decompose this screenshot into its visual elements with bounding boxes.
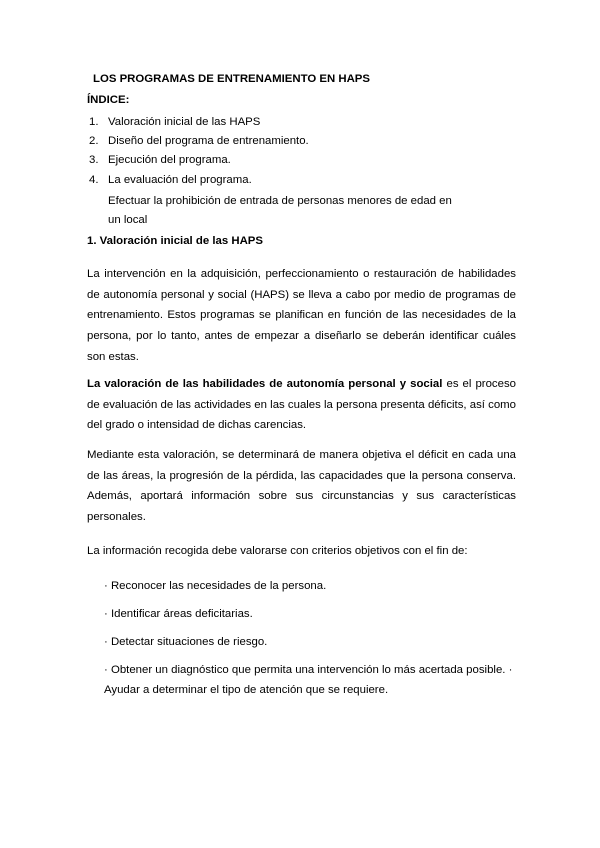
index-note-line: Efectuar la prohibición de entrada de personas menores de edad en [108, 195, 452, 207]
index-text: Valoración inicial de las HAPS [108, 116, 261, 128]
index-number: 3. [89, 154, 99, 166]
list-item: · Identificar áreas deficitarias. [104, 608, 253, 620]
list-item: · Obtener un diagnóstico que permita una intervención lo más acertada posible. · [104, 664, 513, 676]
paragraph: La información recogida debe valorarse con criterios objetivos con el fin de: [87, 545, 468, 557]
paragraph [87, 374, 516, 436]
index-number: 1. [89, 116, 99, 128]
index-text: Ejecución del programa. [108, 154, 231, 166]
index-heading: ÍNDICE: [87, 94, 130, 106]
bold-phrase: La valoración de las habilidades de autonomía personal y social [87, 378, 443, 390]
paragraph: La intervención en la adquisición, perfeccionamiento o restauración de habilidades de autonomía personal y social (HAPS) se lleva a cabo por medio de programas de entrenamiento. Estos programas se planifican en función de las necesidades de la persona, por lo tanto, antes de empezar a diseñarlo se deberán identificar cuáles son estas. [87, 268, 516, 363]
document-title: LOS PROGRAMAS DE ENTRENAMIENTO EN HAPS [93, 73, 370, 85]
index-number: 4. [89, 174, 99, 186]
index-text: La evaluación del programa. [108, 174, 252, 186]
paragraph: Mediante esta valoración, se determinará de manera objetiva el déficit en cada una de las áreas, la progresión de la pérdida, las capacidades que la persona conserva. Además, aportará información sobre sus circunstancias y sus características personales. [87, 449, 516, 524]
index-text: Diseño del programa de entrenamiento. [108, 135, 309, 147]
paragraph-text: es el proceso de evaluación de las actividades en las cuales la persona presenta déficits, así como del grado o intensidad de dichas carencias. [87, 378, 516, 432]
index-note-line: un local [108, 214, 148, 226]
list-item: · Detectar situaciones de riesgo. [104, 636, 268, 648]
section-heading: 1. Valoración inicial de las HAPS [87, 235, 263, 247]
list-item: · Reconocer las necesidades de la persona. [104, 580, 327, 592]
index-number: 2. [89, 135, 99, 147]
list-item: Ayudar a determinar el tipo de atención que se requiere. [104, 684, 389, 696]
